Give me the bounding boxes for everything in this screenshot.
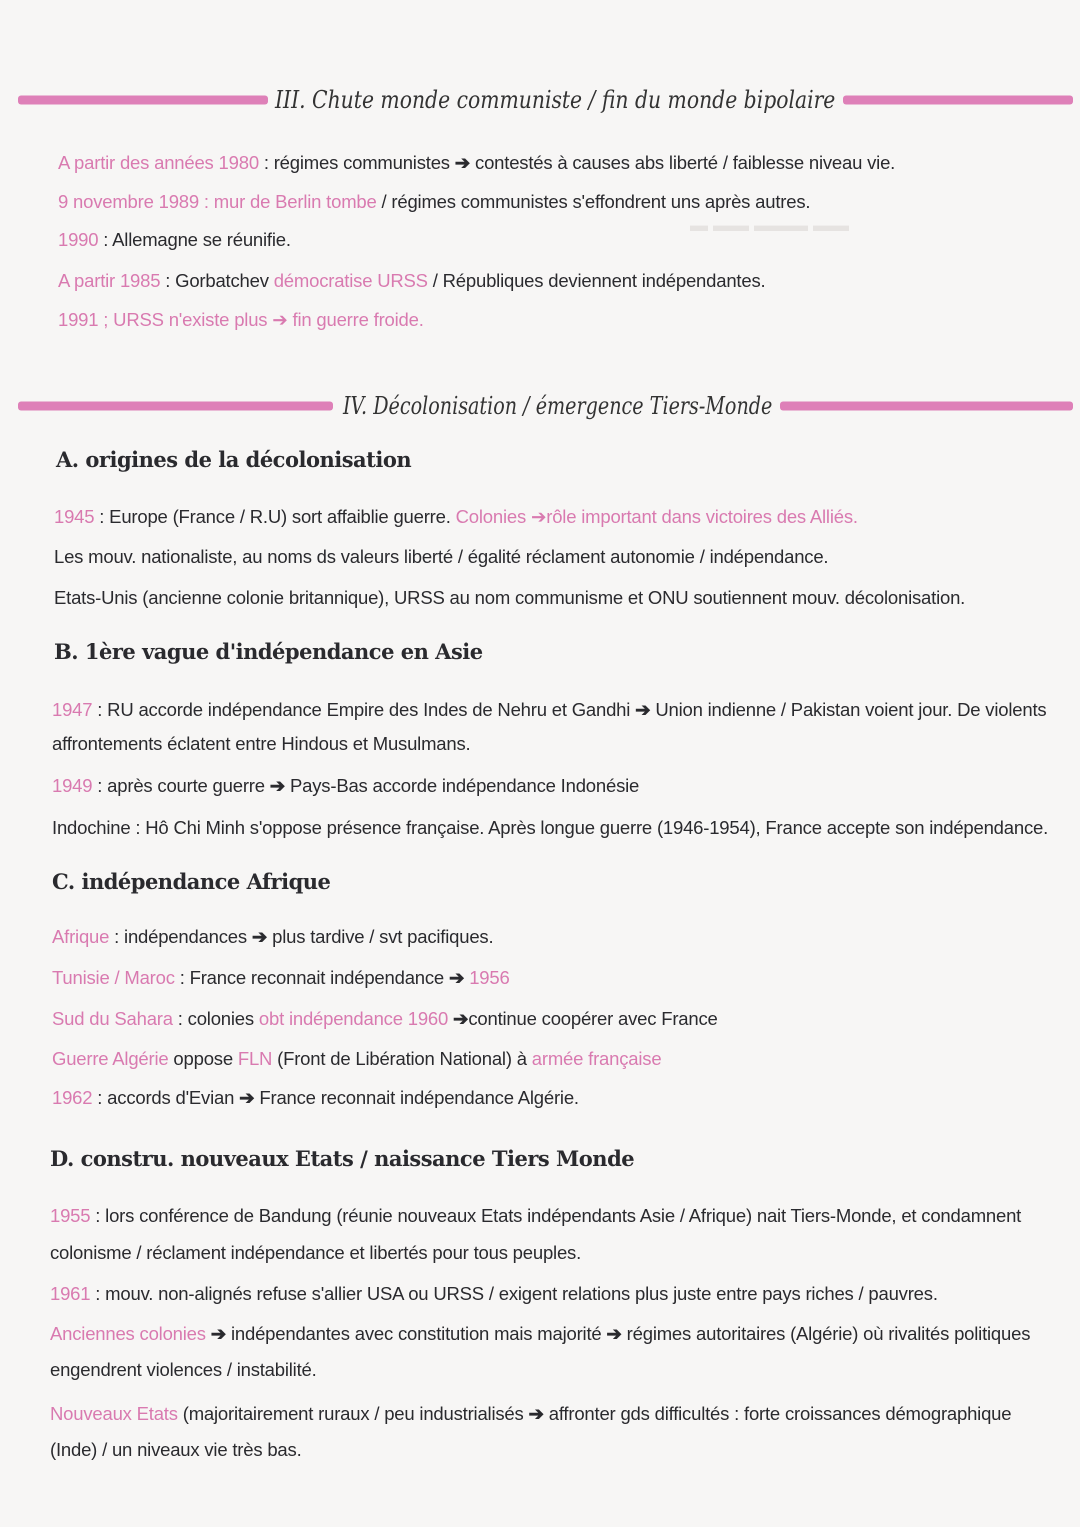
subheading-d: D. constru. nouveaux Etats / naissance Tiers Monde bbox=[50, 1146, 635, 1171]
arrow-icon: ➔ bbox=[606, 1323, 622, 1344]
d-line-4: Anciennes colonies ➔ indépendantes avec constitution mais majorité ➔ régimes autoritaires (Algérie) où rivalités politiques bbox=[50, 1323, 1031, 1344]
arrow-icon: ➔ bbox=[454, 152, 471, 173]
arrow-icon: ➔ bbox=[272, 309, 288, 330]
bleed-through-text: ▬ ▬▬ ▬▬▬ ▬▬ bbox=[690, 215, 850, 235]
d-line-2: colonisme / réclament indépendance et libertés pour tous peuples. bbox=[50, 1242, 582, 1263]
section-3-header bbox=[18, 80, 1073, 120]
section-4-header bbox=[18, 386, 1073, 426]
c-line-3: Sud du Sahara : colonies obt indépendance 1960 ➔continue coopérer avec France bbox=[52, 1008, 718, 1029]
d-line-6: Nouveaux Etats (majoritairement ruraux / peu industrialisés ➔ affronter gds difficultés : forte croissances démographique bbox=[50, 1403, 1012, 1424]
d-line-3: 1961 : mouv. non-alignés refuse s'allier USA ou URSS / exigent relations plus juste entre pays riches / pauvres. bbox=[50, 1283, 938, 1304]
s3-line-2: 9 novembre 1989 : mur de Berlin tombe / régimes communistes s'effondrent uns après autres. bbox=[58, 191, 811, 212]
s3-line-3: 1990 : Allemagne se réunifie. bbox=[58, 229, 291, 250]
subheading-c: C. indépendance Afrique bbox=[52, 869, 331, 894]
header-left-bar bbox=[18, 402, 333, 411]
header-left-bar bbox=[18, 96, 268, 105]
header-right-bar bbox=[780, 402, 1073, 411]
c-line-2: Tunisie / Maroc : France reconnait indépendance ➔ 1956 bbox=[52, 967, 510, 988]
d-line-7: (Inde) / un niveaux vie très bas. bbox=[50, 1439, 302, 1460]
c-line-1: Afrique : indépendances ➔ plus tardive / svt pacifiques. bbox=[52, 926, 494, 947]
b-line-1: 1947 : RU accorde indépendance Empire des Indes de Nehru et Gandhi ➔ Union indienne / Pakistan voient jour. De violents bbox=[52, 699, 1047, 720]
a-line-1: 1945 : Europe (France / R.U) sort affaiblie guerre. Colonies ➔rôle important dans victoires des Alliés. bbox=[54, 506, 858, 527]
subheading-b: B. 1ère vague d'indépendance en Asie bbox=[54, 639, 483, 664]
arrow-icon: ➔ bbox=[635, 699, 651, 720]
b-line-2: affrontements éclatent entre Hindous et Musulmans. bbox=[52, 733, 471, 754]
b-line-4: Indochine : Hô Chi Minh s'oppose présence française. Après longue guerre (1946-1954), France accepte son indépendance. bbox=[52, 817, 1049, 838]
s3-line-4: A partir 1985 : Gorbatchev démocratise URSS / Républiques deviennent indépendantes. bbox=[58, 270, 766, 291]
s3-line-5: 1991 ; URSS n'existe plus ➔ fin guerre froide. bbox=[58, 309, 424, 330]
a-line-2: Les mouv. nationaliste, au noms ds valeurs liberté / égalité réclament autonomie / indépendance. bbox=[54, 546, 829, 567]
c-line-4: Guerre Algérie oppose FLN (Front de Libération National) à armée française bbox=[52, 1048, 662, 1069]
c-line-5: 1962 : accords d'Evian ➔ France reconnait indépendance Algérie. bbox=[52, 1087, 579, 1108]
b-line-3: 1949 : après courte guerre ➔ Pays-Bas accorde indépendance Indonésie bbox=[52, 775, 640, 796]
arrow-icon: ➔ bbox=[239, 1087, 255, 1108]
section-3-title: III. Chute monde communiste / fin du monde bipolaire bbox=[275, 86, 836, 114]
a-line-3: Etats-Unis (ancienne colonie britannique), URSS au nom communisme et ONU soutiennent mouv. décolonisation. bbox=[54, 587, 966, 608]
d-line-5: engendrent violences / instabilité. bbox=[50, 1359, 317, 1380]
arrow-icon: ➔ bbox=[269, 775, 286, 796]
s3-line-1: A partir des années 1980 : régimes communistes ➔ contestés à causes abs liberté / faiblesse niveau vie. bbox=[58, 152, 896, 173]
section-4-title: IV. Décolonisation / émergence Tiers-Monde bbox=[343, 392, 773, 420]
arrow-icon: ➔ bbox=[453, 1008, 469, 1029]
arrow-icon: ➔ bbox=[530, 506, 547, 527]
header-right-bar bbox=[843, 96, 1073, 105]
arrow-icon: ➔ bbox=[210, 1323, 227, 1344]
arrow-icon: ➔ bbox=[448, 967, 465, 988]
subheading-a: A. origines de la décolonisation bbox=[56, 447, 412, 472]
arrow-icon: ➔ bbox=[251, 926, 268, 947]
d-line-1: 1955 : lors conférence de Bandung (réunie nouveaux Etats indépendants Asie / Afrique) nait Tiers-Monde, et condamnent bbox=[50, 1205, 1022, 1226]
arrow-icon: ➔ bbox=[528, 1403, 544, 1424]
